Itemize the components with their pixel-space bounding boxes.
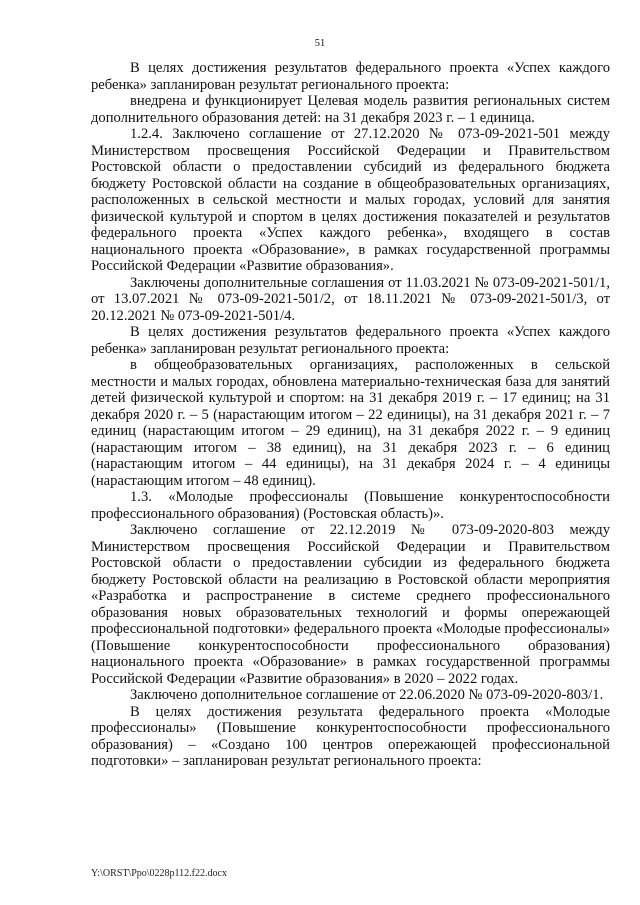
paragraph: внедрена и функционирует Целевая модель развития региональных систем дополнительного образования детей: на 31 декабря 2023 г. – 1 единица. (91, 93, 610, 126)
paragraph: В целях достижения результата федерального проекта «Молодые профессионалы» (Повышение конкурентоспособности профессионального образования) – «Создано 100 центров опережающей профессиональной подготовки» – запланирован результат регионального проекта: (91, 703, 610, 769)
paragraph: 1.3. «Молодые профессионалы (Повышение конкурентоспособности профессионального образования) (Ростовская область)». (91, 489, 610, 522)
paragraph: Заключены дополнительные соглашения от 11.03.2021 № 073-09-2021-501/1, от 13.07.2021 № 073-09-2021-501/2, от 18.11.2021 № 073-09-2021-501/3, от 20.12.2021 № 073-09-2021-501/4. (91, 274, 610, 324)
file-path-footer: Y:\ORST\Ppo\0228p112.f22.docx (91, 868, 227, 879)
page-number: 51 (314, 38, 326, 49)
paragraph: Заключено соглашение от 22.12.2019 № 073-09-2020-803 между Министерством просвещения Российской Федерации и Правительством Ростовской области о предоставлении субсидии из федерального бюджета бюджету Ростовской области на реализацию в Ростовской области мероприятия «Разработка и распространение в системе среднего профессионального образования новых образовательных технологий и формы опережающей профессиональной подготовки» федерального проекта «Молодые профессионалы» (Повышение конкурентоспособности профессионального образования) национального проекта «Образование» в рамках государственной программы Российской Федерации «Развитие образования» в 2020 – 2022 годах. (91, 522, 610, 687)
paragraph: В целях достижения результатов федерального проекта «Успех каждого ребенка» запланирован результат регионального проекта: (91, 60, 610, 93)
paragraph: Заключено дополнительное соглашение от 22.06.2020 № 073-09-2020-803/1. (130, 687, 604, 703)
paragraph: 1.2.4. Заключено соглашение от 27.12.2020 № 073-09-2021-501 между Министерством просвещения Российской Федерации и Правительством Ростовской области о предоставлении субсидий из федерального бюджета бюджету Ростовской области на создание в общеобразовательных организациях, расположенных в сельской местности и малых городах, условий для занятия физической культурой и спортом в целях достижения показателей и результатов федерального проекта «Успех каждого ребенка», входящего в состав национального проекта «Образование», в рамках государственной программы Российской Федерации «Развитие образования». (91, 126, 610, 274)
paragraph: в общеобразовательных организациях, расположенных в сельской местности и малых городах, обновлена материально-техническая база для занятий детей физической культурой и спортом: на 31 декабря 2019 г. – 17 единиц; на 31 декабря 2020 г. – 5 (нарастающим итогом – 22 единицы), на 31 декабря 2021 г. – 7 единиц (нарастающим итогом – 29 единиц), на 31 декабря 2022 г. – 9 единиц (нарастающим итогом – 38 единиц), на 31 декабря 2023 г. – 6 единиц (нарастающим итогом – 44 единицы), на 31 декабря 2024 г. – 4 единицы (нарастающим итогом – 48 единиц). (91, 357, 610, 489)
paragraph: В целях достижения результатов федерального проекта «Успех каждого ребенка» запланирован результат регионального проекта: (91, 324, 610, 357)
document-body (91, 60, 610, 770)
